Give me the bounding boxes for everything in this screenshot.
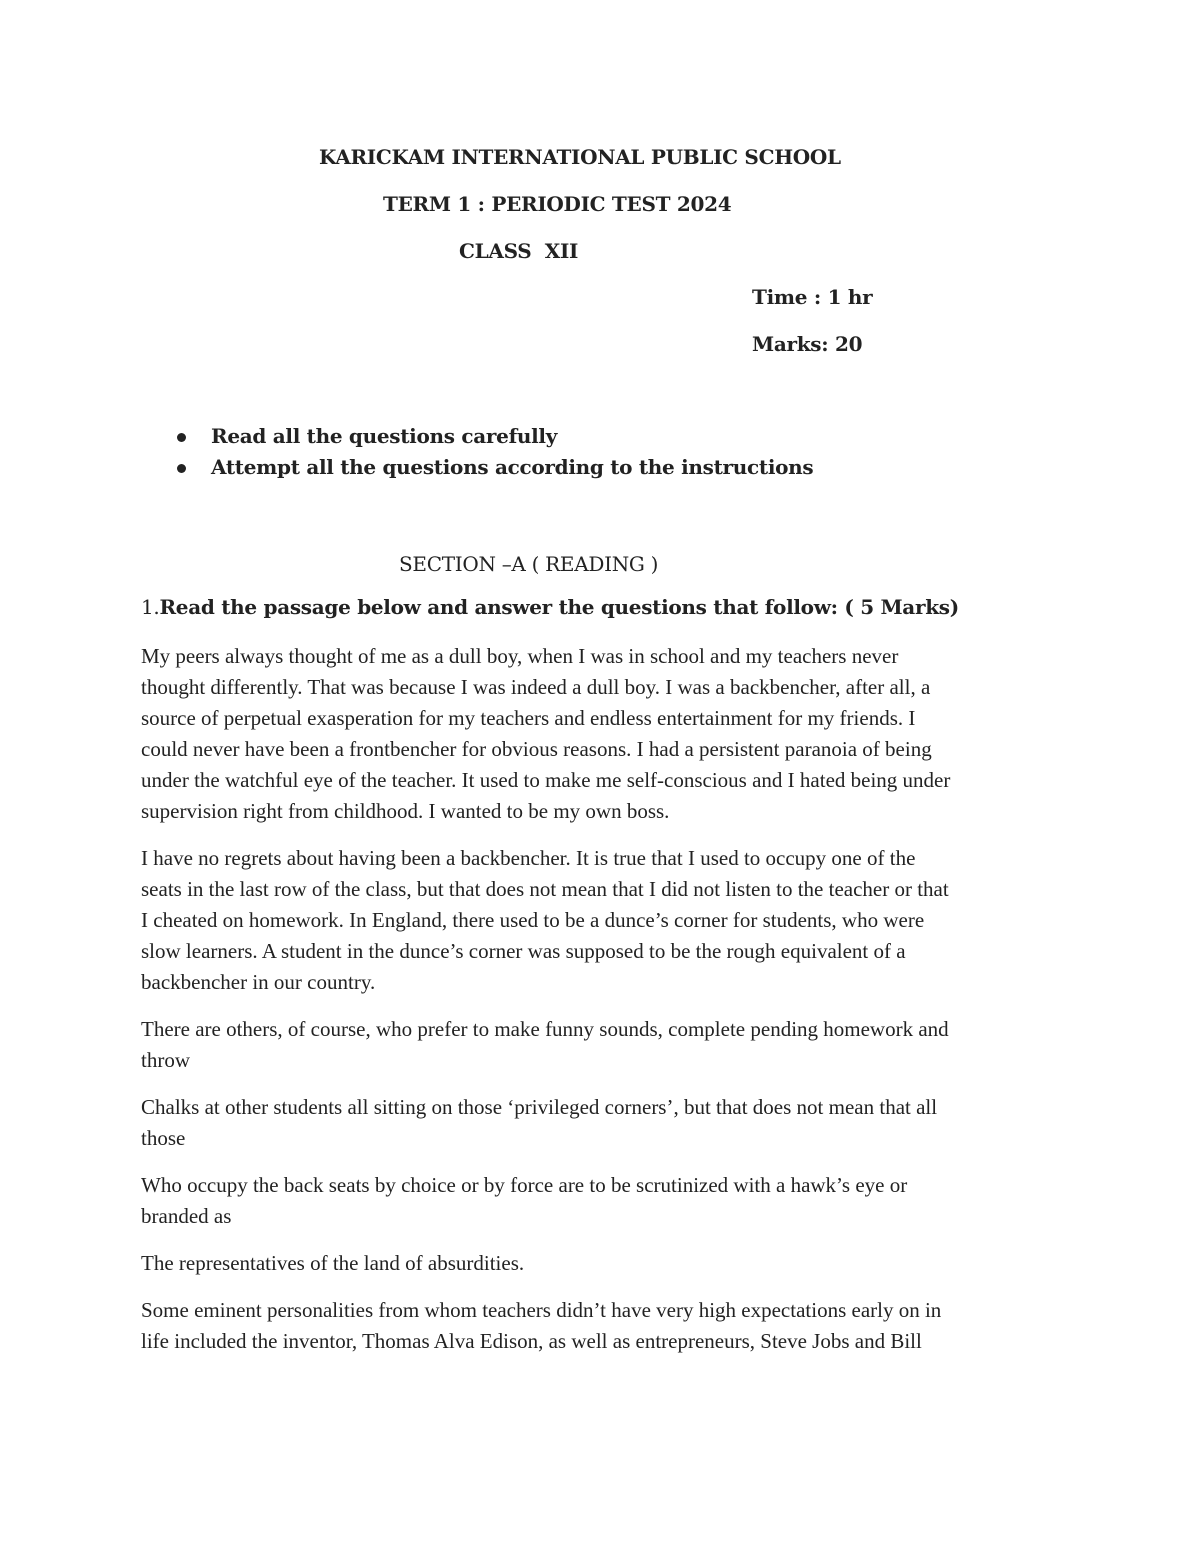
passage-line: Some eminent personalities from whom teachers didn’t have very high expectations early on in — [141, 1298, 942, 1322]
term-title: TERM 1 : PERIODIC TEST 2024 — [383, 192, 732, 216]
question-text: Read the passage below and answer the questions that follow: ( 5 Marks) — [159, 595, 959, 619]
passage-paragraph-2 — [141, 843, 1071, 998]
question-heading — [141, 597, 959, 617]
passage-line: There are others, of course, who prefer to make funny sounds, complete pending homework and — [141, 1017, 949, 1041]
school-name: KARICKAM INTERNATIONAL PUBLIC SCHOOL — [319, 145, 841, 169]
bullet-icon — [177, 433, 186, 442]
passage-line: life included the inventor, Thomas Alva Edison, as well as entrepreneurs, Steve Jobs and Bill — [141, 1329, 922, 1353]
passage-line: The representatives of the land of absurdities. — [141, 1251, 525, 1275]
instruction-text: Attempt all the questions according to the instructions — [211, 455, 814, 479]
bullet-icon — [177, 464, 186, 473]
passage-line: I have no regrets about having been a backbencher. It is true that I used to occupy one of the — [141, 846, 916, 870]
time-label: Time : 1 hr — [752, 285, 873, 309]
passage-paragraph-3 — [141, 1014, 1071, 1076]
passage-line: could never have been a frontbencher for obvious reasons. I had a persistent paranoia of being — [141, 737, 932, 761]
instruction-text: Read all the questions carefully — [211, 424, 558, 448]
question-number: 1. — [141, 595, 160, 619]
section-title: SECTION –A ( READING ) — [399, 552, 659, 576]
passage-line: Chalks at other students all sitting on those ‘privileged corners’, but that does not mean that all — [141, 1095, 938, 1119]
marks-label: Marks: 20 — [752, 332, 863, 356]
passage-line: supervision right from childhood. I wanted to be my own boss. — [141, 799, 670, 823]
passage-line: Who occupy the back seats by choice or by force are to be scrutinized with a hawk’s eye or — [141, 1173, 908, 1197]
passage-paragraph-6 — [141, 1248, 1071, 1279]
passage-line: those — [141, 1126, 186, 1150]
passage-line: under the watchful eye of the teacher. It used to make me self-conscious and I hated being under — [141, 768, 951, 792]
passage-line: I cheated on homework. In England, there used to be a dunce’s corner for students, who were — [141, 908, 925, 932]
passage-paragraph-4 — [141, 1092, 1071, 1154]
passage-line: backbencher in our country. — [141, 970, 376, 994]
passage-line: My peers always thought of me as a dull boy, when I was in school and my teachers never — [141, 644, 899, 668]
passage-paragraph-7 — [141, 1295, 1071, 1357]
passage-paragraph-5 — [141, 1170, 1071, 1232]
class-title: CLASS XII — [459, 239, 579, 263]
passage-line: seats in the last row of the class, but that does not mean that I did not listen to the teacher or that — [141, 877, 949, 901]
passage-paragraph-1 — [141, 641, 1071, 827]
passage-line: slow learners. A student in the dunce’s corner was supposed to be the rough equivalent of a — [141, 939, 906, 963]
passage-line: throw — [141, 1048, 190, 1072]
passage-line: source of perpetual exasperation for my teachers and endless entertainment for my friends. I — [141, 706, 916, 730]
passage-line: branded as — [141, 1204, 232, 1228]
passage-line: thought differently. That was because I was indeed a dull boy. I was a backbencher, after all, a — [141, 675, 931, 699]
